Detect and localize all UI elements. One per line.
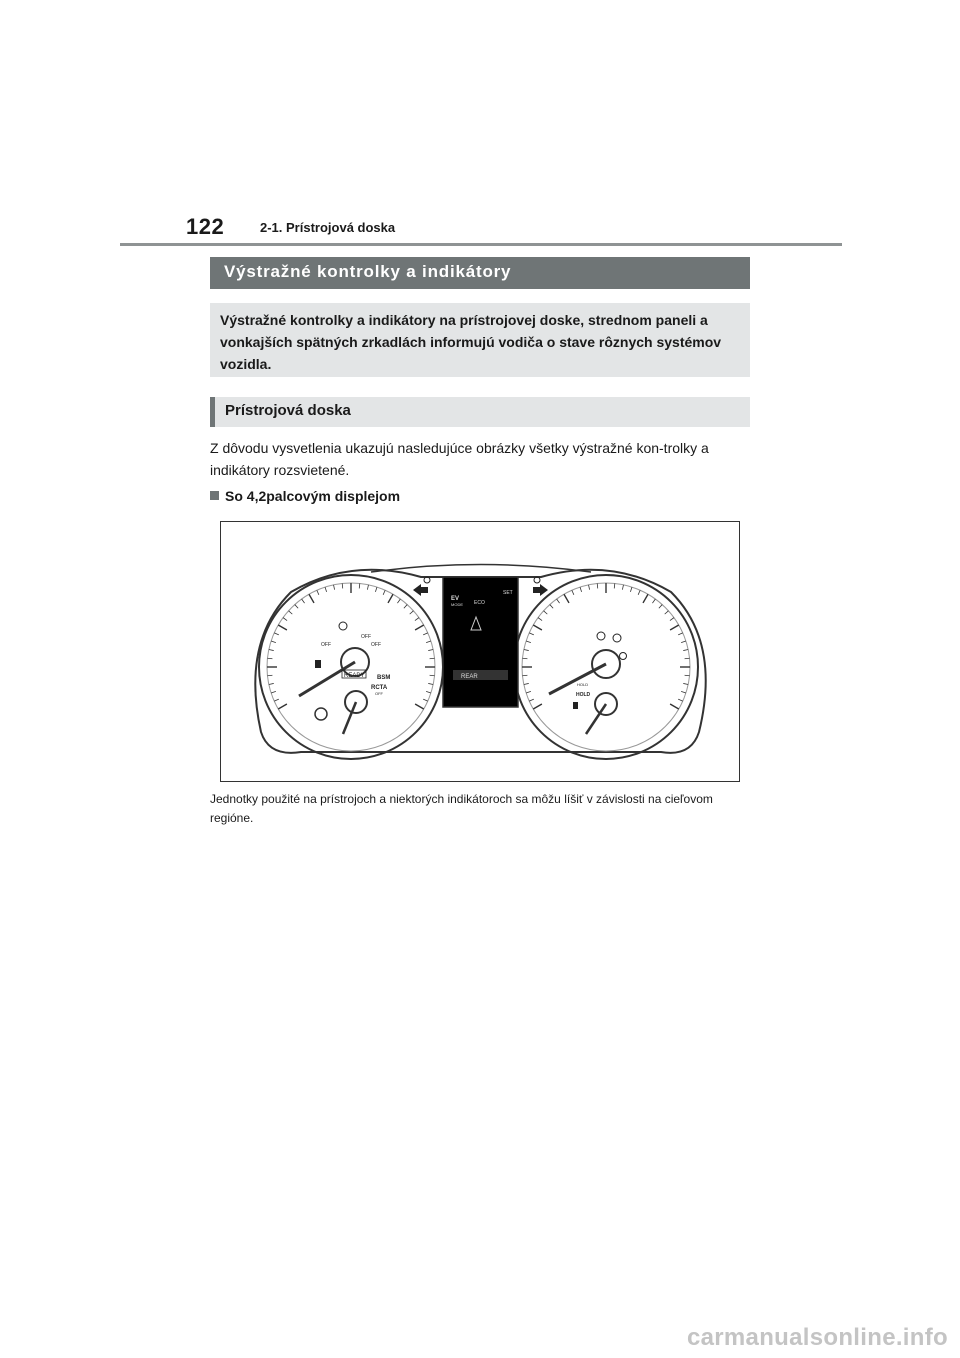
gauge-tick bbox=[302, 599, 305, 603]
fuel-icon bbox=[573, 702, 578, 709]
gauge-tick bbox=[426, 691, 431, 693]
gauge-tick bbox=[681, 641, 686, 643]
gauge-tick bbox=[589, 585, 590, 590]
gauge-tick bbox=[271, 641, 276, 643]
hold-label-2: HOLD bbox=[576, 692, 591, 698]
gauge-tick bbox=[274, 633, 279, 635]
gauge-tick bbox=[557, 599, 560, 603]
off-label-2: OFF bbox=[361, 634, 371, 640]
airbag-icon bbox=[620, 653, 627, 660]
gauge-tick bbox=[533, 704, 542, 709]
gauge-tick bbox=[678, 633, 683, 635]
off-label-3: OFF bbox=[371, 642, 381, 648]
gauge-tick bbox=[683, 650, 688, 651]
gauge-tick bbox=[524, 683, 529, 684]
body-paragraph: Z dôvodu vysvetlenia ukazujú nasledujúce obrázky všetky výstražné kon-trolky a indikátory rozsvietené. bbox=[210, 440, 709, 478]
bullet-heading-text: So 4,2palcovým displejom bbox=[225, 488, 401, 504]
gauge-tick bbox=[415, 704, 424, 709]
gauge-tick bbox=[404, 605, 407, 609]
gauge-tick bbox=[295, 605, 298, 609]
gauge-tick bbox=[683, 683, 688, 684]
gauge-tick bbox=[622, 585, 623, 590]
gauge-tick bbox=[359, 583, 360, 588]
gauge-tick bbox=[597, 583, 598, 588]
gauge-tick bbox=[278, 704, 287, 709]
gauge-tick bbox=[375, 587, 377, 592]
gauge-tick bbox=[550, 605, 553, 609]
left-gauge bbox=[259, 575, 443, 759]
ev-label: EV bbox=[451, 596, 460, 602]
bullet-heading bbox=[210, 488, 400, 504]
header-divider bbox=[120, 243, 842, 246]
sub-heading: Prístrojová doska bbox=[210, 397, 750, 427]
gauge-tick bbox=[529, 699, 534, 701]
gauge-tick bbox=[659, 605, 662, 609]
left-turn-signal-icon bbox=[413, 584, 428, 596]
set-label: SET bbox=[503, 590, 513, 596]
gauge-tick bbox=[430, 658, 435, 659]
gauge-tick bbox=[529, 633, 534, 635]
gauge-tick bbox=[526, 641, 531, 643]
gauge-tick bbox=[410, 611, 414, 614]
seatbelt-icon bbox=[315, 660, 321, 668]
gauge-tick bbox=[415, 625, 424, 630]
gauge-tick bbox=[269, 650, 274, 651]
gauge-tick bbox=[670, 618, 674, 621]
intro-box: Výstražné kontrolky a indikátory na prístrojovej doske, strednom paneli a vonkajších spätných zrkadlách informujú vodiča o stave rôznych systémov vozidla. bbox=[210, 303, 750, 377]
gauge-tick bbox=[522, 658, 527, 659]
section-title: 2-1. Prístrojová doska bbox=[260, 220, 396, 235]
gauge-tick bbox=[670, 704, 679, 709]
gauge-tick bbox=[685, 675, 690, 676]
gauge-tick bbox=[681, 691, 686, 693]
bullet-square-icon bbox=[210, 491, 219, 500]
left-gauge-ticks bbox=[267, 583, 435, 709]
gauge-tick bbox=[580, 587, 582, 592]
gauge-tick bbox=[652, 599, 655, 603]
gauge-tick bbox=[278, 625, 287, 630]
gauge-tick bbox=[538, 618, 542, 621]
gauge-tick bbox=[267, 658, 272, 659]
rcta-off-label: OFF bbox=[375, 691, 383, 696]
rear-label: REAR bbox=[461, 674, 478, 680]
gauge-tick bbox=[428, 650, 433, 651]
gauge-tick bbox=[544, 611, 548, 614]
gauge-tick bbox=[415, 618, 419, 621]
ready-label: READY bbox=[344, 673, 365, 679]
gauge-tick bbox=[572, 590, 574, 595]
gauge-tick bbox=[367, 585, 368, 590]
steering-wheel-icon bbox=[613, 634, 621, 642]
gauge-tick bbox=[309, 594, 314, 603]
main-heading: Výstražné kontrolky a indikátory bbox=[210, 257, 750, 289]
gauge-tick bbox=[533, 625, 542, 630]
gauge-tick bbox=[267, 675, 272, 676]
gauge-tick bbox=[289, 611, 293, 614]
gauge-tick bbox=[630, 587, 632, 592]
gauge-tick bbox=[423, 699, 428, 701]
watermark: carmanualsonline.info bbox=[686, 1324, 948, 1351]
rcta-label: RCTA bbox=[371, 685, 388, 691]
hold-label-1: HOLD bbox=[577, 682, 589, 687]
right-gauge-ticks bbox=[522, 583, 690, 709]
gauge-tick bbox=[670, 625, 679, 630]
gauge-tick bbox=[643, 594, 648, 603]
gauge-tick bbox=[423, 633, 428, 635]
gauge-tick bbox=[325, 587, 327, 592]
gauge-tick bbox=[638, 590, 640, 595]
figure-caption: Jednotky použité na prístrojoch a niektorých indikátoroch sa môžu líšiť v závislosti na cieľovom regióne. bbox=[210, 792, 713, 825]
eco-label: ECO bbox=[474, 600, 485, 606]
gauge-tick bbox=[614, 583, 615, 588]
off-label-1: OFF bbox=[321, 642, 331, 648]
gauge-tick bbox=[274, 699, 279, 701]
parking-brake-icon bbox=[597, 632, 605, 640]
mode-label: MODE bbox=[451, 602, 463, 607]
bsm-label: BSM bbox=[377, 675, 391, 681]
gauge-tick bbox=[342, 583, 343, 588]
gauge-tick bbox=[526, 691, 531, 693]
gauge-tick bbox=[564, 594, 569, 603]
page-number: 122 bbox=[186, 214, 225, 239]
gauge-tick bbox=[317, 590, 319, 595]
right-gauge bbox=[514, 575, 698, 759]
gauge-tick bbox=[397, 599, 400, 603]
gauge-tick bbox=[283, 618, 287, 621]
gauge-tick bbox=[269, 683, 274, 684]
gauge-tick bbox=[678, 699, 683, 701]
gauge-tick bbox=[685, 658, 690, 659]
check-engine-icon bbox=[339, 622, 347, 630]
gauge-tick bbox=[383, 590, 385, 595]
gauge-tick bbox=[388, 594, 393, 603]
gauge-tick bbox=[426, 641, 431, 643]
gauge-tick bbox=[334, 585, 335, 590]
gauge-tick bbox=[522, 675, 527, 676]
gauge-tick bbox=[428, 683, 433, 684]
gauge-tick bbox=[430, 675, 435, 676]
gauge-tick bbox=[271, 691, 276, 693]
instrument-cluster-figure bbox=[220, 521, 740, 782]
gauge-tick bbox=[665, 611, 669, 614]
gauge-tick bbox=[524, 650, 529, 651]
right-turn-signal-icon bbox=[533, 584, 548, 596]
